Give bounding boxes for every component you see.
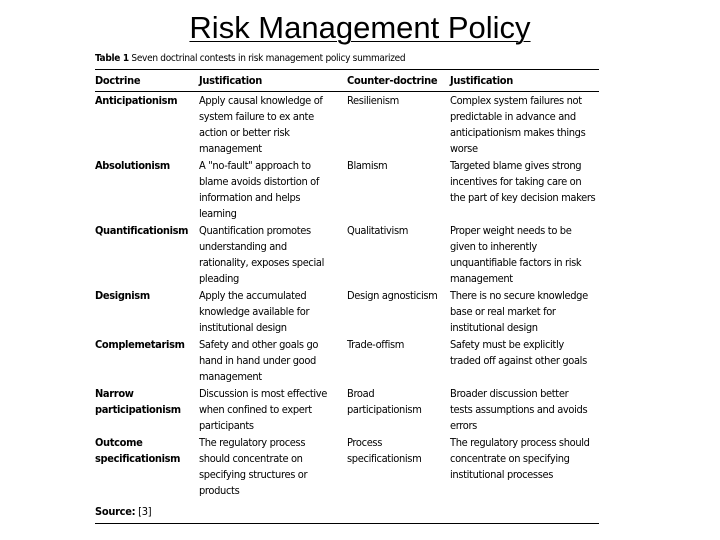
- counter-doctrine-cell: Resilienism: [347, 94, 399, 107]
- doctrine-cell: Complemetarism: [95, 338, 185, 351]
- justification-cell: Apply causal knowledge of system failure to ex ante action or better risk management: [199, 94, 323, 155]
- counter-doctrine-cell: Design agnosticism: [347, 289, 438, 302]
- justification-cell: A "no-fault" approach to blame avoids distortion of information and helps learning: [199, 159, 319, 220]
- table-row: [95, 434, 599, 499]
- table-row: [95, 157, 599, 222]
- doctrine-cell: Anticipationism: [95, 94, 178, 107]
- table-caption: [95, 52, 599, 70]
- slide-title: Risk Management Policy: [189, 10, 531, 45]
- counter-doctrine-cell: Process specificationism: [347, 436, 422, 465]
- justification-cell: Apply the accumulated knowledge available for institutional design: [199, 289, 310, 334]
- table-row: [95, 287, 599, 336]
- table-row: [95, 92, 599, 157]
- source-label: Source:: [95, 505, 136, 518]
- table-row: [95, 385, 599, 434]
- header-justification: Justification: [199, 74, 263, 87]
- table-caption-label: Table 1: [95, 53, 129, 64]
- counter-doctrine-cell: Blamism: [347, 159, 388, 172]
- table-row: [95, 222, 599, 287]
- counter-doctrine-cell: Trade-offism: [347, 338, 405, 351]
- table-source: [95, 499, 599, 524]
- doctrine-table: [95, 52, 599, 524]
- justification-cell: Quantification promotes understanding and rationality, exposes special pleading: [199, 224, 325, 285]
- justification-cell: Discussion is most effective when confined to expert participants: [199, 387, 328, 432]
- source-value: [3]: [138, 505, 152, 518]
- counter-justification-cell: There is no secure knowledge base or real market for institutional design: [450, 289, 588, 334]
- doctrine-cell: Narrow participationism: [95, 387, 181, 416]
- doctrine-cell: Absolutionism: [95, 159, 170, 172]
- justification-cell: Safety and other goals go hand in hand under good management: [199, 338, 319, 383]
- table-row: [95, 336, 599, 385]
- header-doctrine: Doctrine: [95, 74, 141, 87]
- table-body: [95, 92, 599, 499]
- table-header-row: [95, 70, 599, 92]
- counter-doctrine-cell: Qualitativism: [347, 224, 409, 237]
- counter-justification-cell: The regulatory process should concentrate on specifying institutional processes: [450, 436, 590, 481]
- justification-cell: The regulatory process should concentrate on specifying structures or products: [199, 436, 308, 497]
- header-counter-doctrine: Counter-doctrine: [347, 74, 438, 87]
- counter-justification-cell: Complex system failures not predictable in advance and anticipationism makes things worse: [450, 94, 586, 155]
- doctrine-cell: Designism: [95, 289, 150, 302]
- counter-justification-cell: Targeted blame gives strong incentives for taking care on the part of key decision makers: [450, 159, 596, 204]
- counter-justification-cell: Proper weight needs to be given to inherently unquantifiable factors in risk management: [450, 224, 582, 285]
- counter-justification-cell: Broader discussion better tests assumptions and avoids errors: [450, 387, 588, 432]
- doctrine-cell: Outcome specificationism: [95, 436, 181, 465]
- header-counter-justification: Justification: [450, 74, 514, 87]
- table-caption-text: Seven doctrinal contests in risk management policy summarized: [131, 53, 406, 64]
- doctrine-cell: Quantificationism: [95, 224, 189, 237]
- counter-doctrine-cell: Broad participationism: [347, 387, 422, 416]
- counter-justification-cell: Safety must be explicitly traded off against other goals: [450, 338, 587, 367]
